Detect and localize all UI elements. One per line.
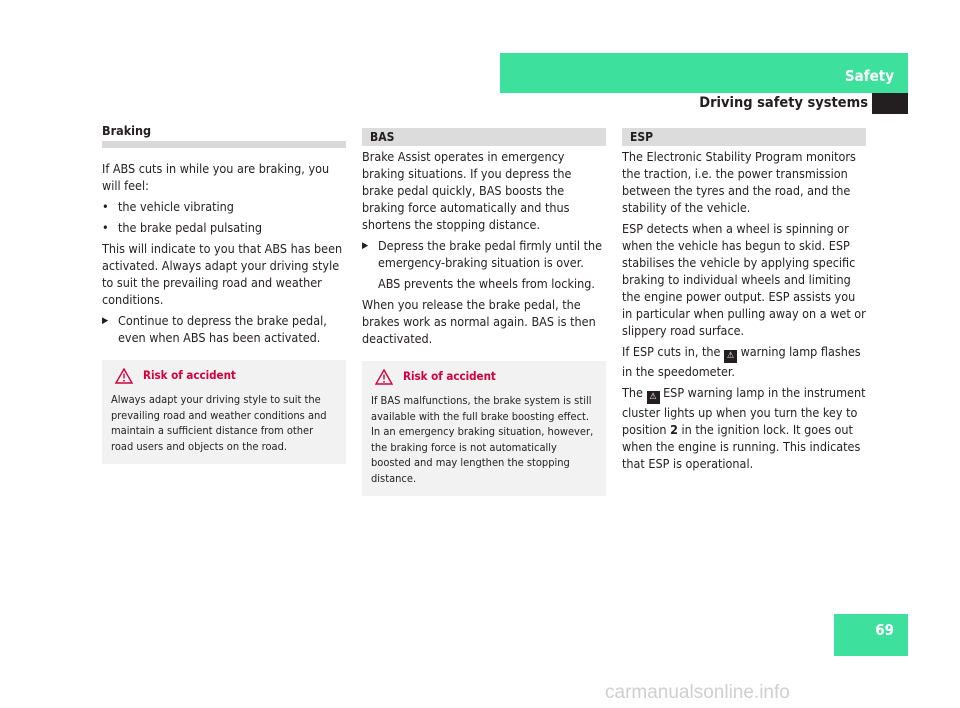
arrow-right-icon: ▶ xyxy=(102,316,109,326)
bas-heading: BAS xyxy=(362,128,606,146)
warning-text: Always adapt your driving style to suit the prevailing road and weather conditions and maintain a sufficient distance from other road users and objects on the road. xyxy=(111,393,327,453)
list-item xyxy=(102,198,346,215)
esp-warning-lamp-icon: ⚠ xyxy=(724,350,737,363)
page-number: 69 xyxy=(875,621,894,639)
braking-heading: Braking xyxy=(102,123,152,138)
braking-text: This will indicate to you that ABS has been activated. Always adapt your driving style to suit the prevailing road and weather conditions. xyxy=(102,241,343,307)
bas-column xyxy=(362,122,606,496)
esp-paragraph-3: If ESP cuts in, the ⚠ warning lamp flashes in the speedometer. xyxy=(622,344,861,379)
bas-intro: Brake Assist operates in emergency braking situations. If you depress the brake pedal quickly, BAS boosts the braking force automatically and thus shortens the stopping distance. xyxy=(362,149,572,232)
step-result: ABS prevents the wheels from locking. xyxy=(378,276,595,291)
step-text: Continue to depress the brake pedal, even when ABS has been activated. xyxy=(118,313,327,345)
esp-warning-lamp-icon: ⚠ xyxy=(647,391,660,404)
warning-triangle-icon xyxy=(115,368,133,384)
chapter-title: Safety xyxy=(844,67,894,85)
warning-triangle-icon xyxy=(375,369,393,385)
bullet-icon: • xyxy=(102,220,109,235)
warning-box xyxy=(362,361,606,496)
warning-title: Risk of accident xyxy=(143,368,236,383)
esp-column xyxy=(622,122,866,476)
braking-column xyxy=(102,122,346,464)
braking-intro: If ABS cuts in while you are braking, you will feel: xyxy=(102,161,330,193)
header-black-tab xyxy=(872,93,908,114)
warning-header xyxy=(111,368,337,384)
warning-header xyxy=(371,369,597,385)
bas-text: When you release the brake pedal, the brakes work as normal again. BAS is then deactivated. xyxy=(362,297,596,346)
esp-paragraph-2: ESP detects when a wheel is spinning or when the vehicle has begun to skid. ESP stabilises the vehicle by applying specific braking to individual wheels and limiting the engine power output. ESP assists you in particular when pulling away on a wet or slippery road surface. xyxy=(622,221,866,338)
section-title: Driving safety systems xyxy=(699,95,868,111)
instruction-step xyxy=(102,312,346,346)
esp-paragraph-4: The ⚠ ESP warning lamp in the instrument cluster lights up when you turn the key to position 2 in the ignition lock. It goes out when the engine is running. This indicates that ESP is operational. xyxy=(622,385,866,471)
bullet-icon: • xyxy=(102,199,109,214)
heading-rule xyxy=(102,141,346,148)
step-text: Depress the brake pedal firmly until the emergency-braking situation is over. xyxy=(378,238,603,270)
esp-paragraph-1: The Electronic Stability Program monitors the traction, i.e. the power transmission between the tyres and the road, and the stability of the vehicle. xyxy=(622,149,856,215)
instruction-step xyxy=(362,237,606,271)
warning-text: If BAS malfunctions, the brake system is still available with the full brake boosting effect. In an emergency braking situation, however, the braking force is not automatically boosted and may lengthen the stopping distance. xyxy=(371,394,594,485)
warning-box xyxy=(102,360,346,464)
list-item xyxy=(102,219,346,236)
arrow-right-icon: ▶ xyxy=(362,241,369,251)
watermark: carmanualsonline.info xyxy=(605,682,790,703)
list-item-text: the vehicle vibrating xyxy=(118,199,234,214)
list-item-text: the brake pedal pulsating xyxy=(118,220,262,235)
esp-heading: ESP xyxy=(622,128,866,146)
warning-title: Risk of accident xyxy=(403,369,496,384)
key-position: 2 xyxy=(670,422,678,437)
